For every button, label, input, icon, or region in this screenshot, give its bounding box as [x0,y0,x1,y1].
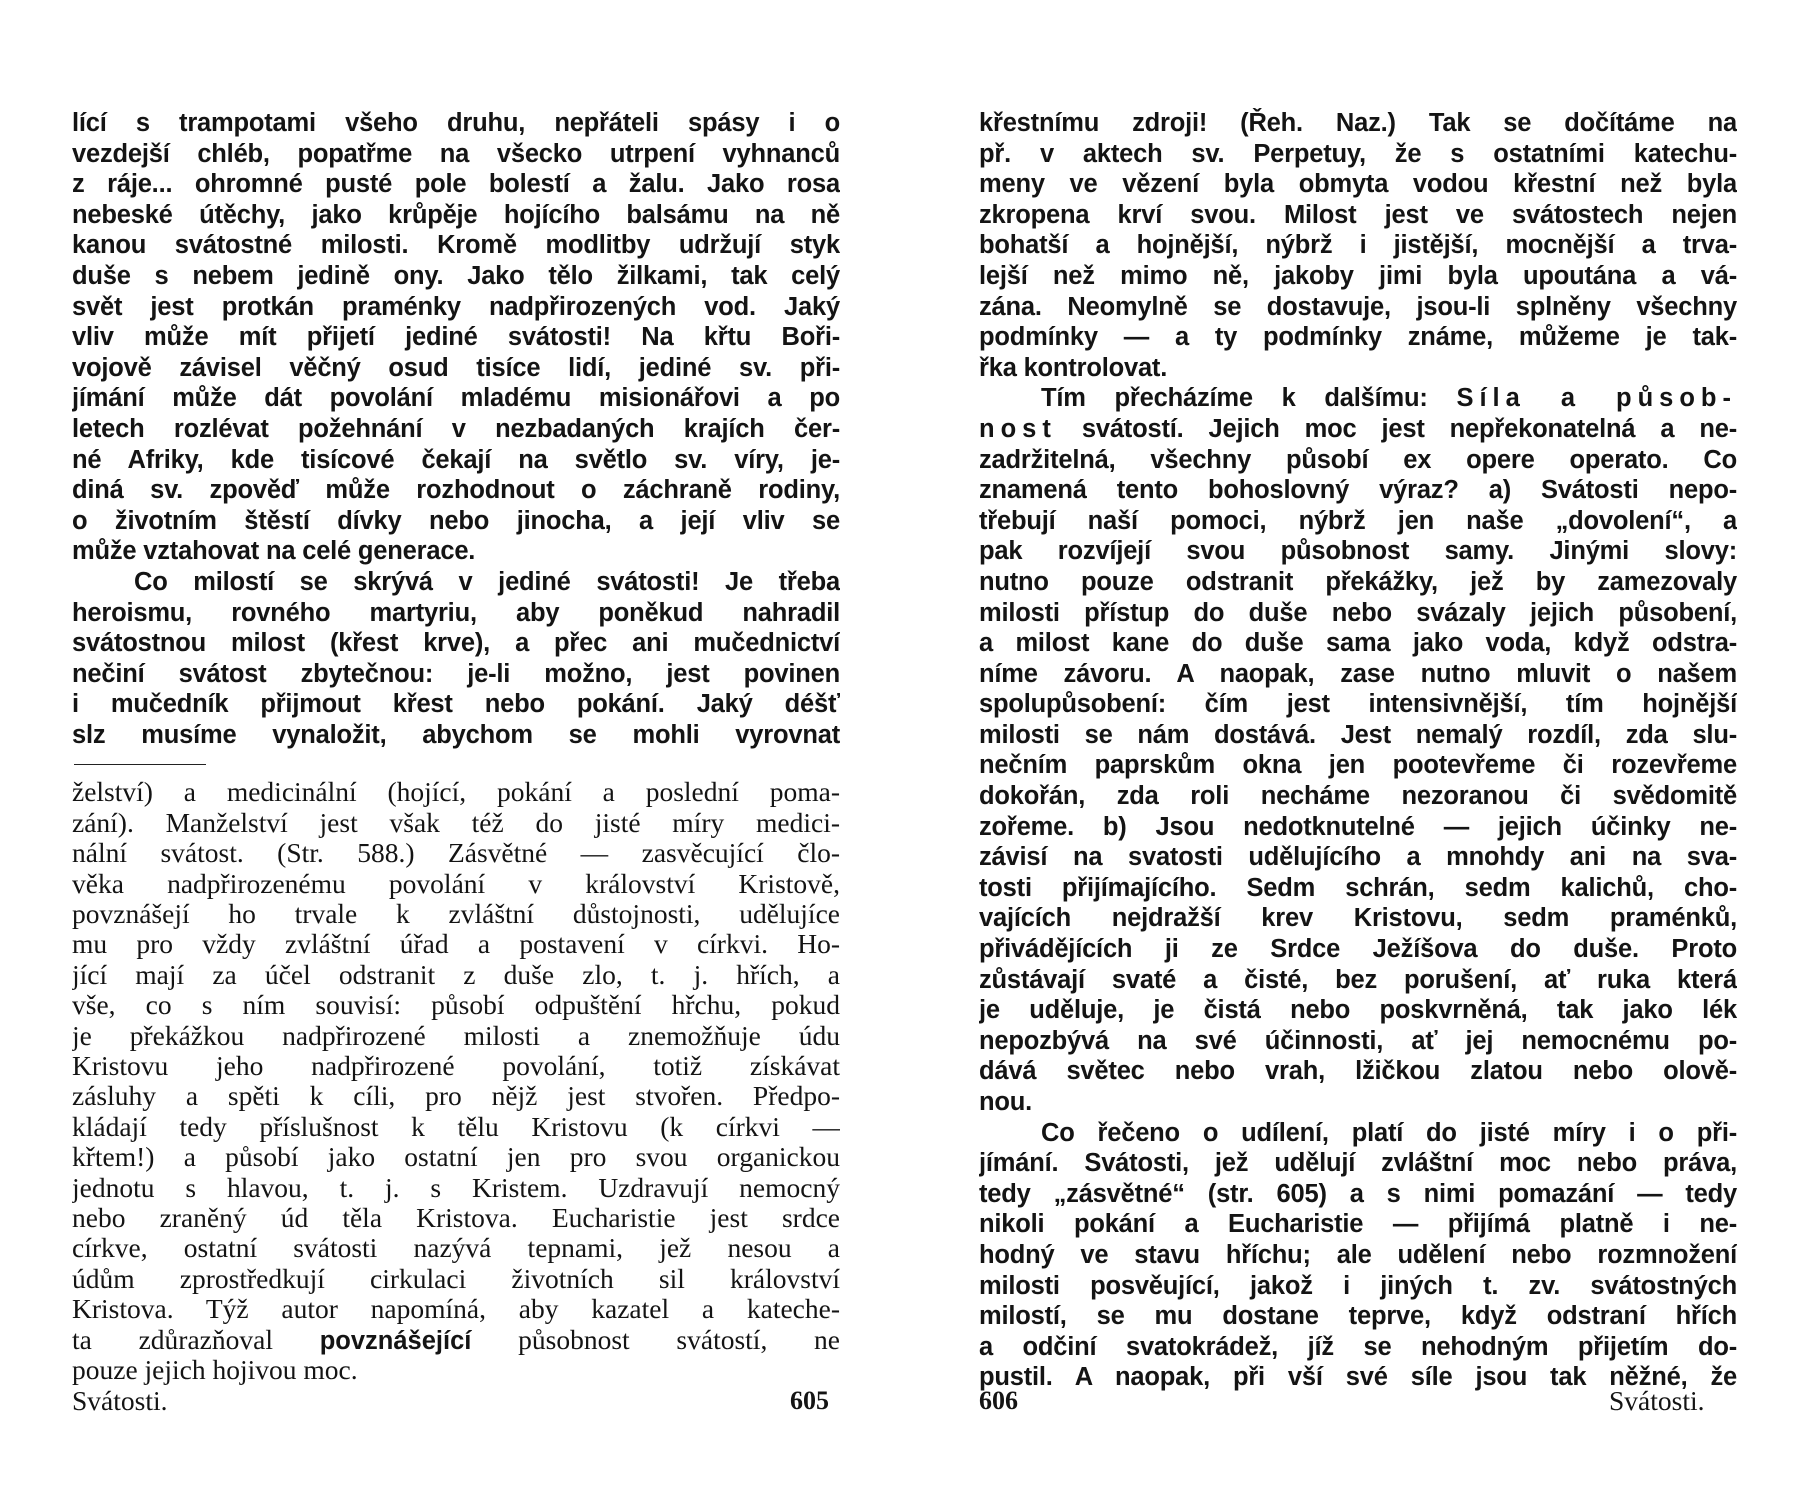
text-line: přivádějících ji ze Srdce Ježíšova do duše. Proto [979,935,1737,964]
text-line [979,383,1737,414]
spaced-emphasis: nost [979,414,1057,443]
text-line: o životním štěstí dívky nebo jinocha, a její vliv se [72,506,840,535]
text-line: milosti přístup do duše nebo svázaly jejich působení, [979,598,1737,627]
text-line: svátostnou milost (křest krve), a přec ani mučednictví [72,629,840,658]
footnote-line: Kristovu jeho nadpřirozené povolání, totiž získávat [72,1050,840,1081]
text-line: vliv může mít přijetí jediné svátosti! Na křtu Boři- [72,323,840,352]
text-line: milostí, se mu dostane teprve, když odstraní hřích [979,1302,1737,1331]
text-line: vezdejší chléb, popatřme na všecko utrpení vyhnanců [72,139,840,168]
text-line: lící s trampotami všeho druhu, nepřáteli spásy i o [72,109,840,137]
footnote-line: zásluhy a spěti k cíli, pro nějž jest stvořen. Předpo- [72,1081,840,1112]
page-number: 606 [979,1386,1018,1415]
footnote-line: kládají tedy příslušnost k tělu Kristovu (k církvi — [72,1111,840,1142]
text-line: pustil. A naopak, při vší své síle jsou tak něžné, že [979,1363,1737,1392]
footnote-text: působnost svátostí, ne [518,1324,840,1355]
text-line: Co milostí se skrývá v jediné svátosti! Je třeba [134,567,840,596]
footnote-line: vše, co s ním souvisí: působí odpuštění hřchu, pokud [72,990,840,1021]
text-line: může vztahovat na celé generace. [72,537,476,566]
footnote-line: křtem!) a působí jako ostatní jen pro svou organickou [72,1142,840,1173]
text-line: křestnímu zdroji! (Řeh. Naz.) Tak se dočítáme na [979,109,1737,137]
text-line: i mučedník přijmout křest nebo pokání. Jaký déšť [72,690,840,719]
text-line: tosti přijímajícího. Sedm schrán, sedm kalichů, cho- [979,873,1737,902]
text-line: nepozbývá na své účinnosti, ať jej nemocnému po- [979,1026,1737,1055]
text-line: znamená tento bohoslovný výraz? a) Svátosti nepo- [979,476,1737,505]
text-line: Co řečeno o udílení, platí do jisté míry i o při- [1041,1118,1737,1147]
footnote-line [72,1325,840,1355]
text-segment: svátostí. Jejich moc jest nepřekonatelná a ne- [1081,414,1737,443]
text-line: zkropena krví svou. Milost jest ve svátostech nejen [979,200,1737,229]
text-line: milosti se nám dostává. Jest nemalý rozdíl, zda slu- [979,720,1737,749]
text-line: hodný ve stavu hříchu; ale udělení nebo rozmnožení [979,1240,1737,1269]
text-line: dává světec nebo vrah, lžičkou zlatou nebo olově- [979,1057,1737,1086]
text-line: nikoli pokání a Eucharistie — přijímá platně i ne- [979,1210,1737,1239]
text-line: diná sv. zpověď může rozhodnout o záchraně rodiny, [72,476,840,505]
text-line: spolupůsobení: čím jest intensivnější, tím hojnější [979,690,1737,719]
text-line: slz musíme vynaložit, abychom se mohli vyrovnat [72,720,840,749]
text-line: heroismu, rovného martyriu, aby poněkud nahradil [72,598,840,627]
footnote-line: mu pro vždy zvláštní úřad a postavení v církvi. Ho- [72,929,840,960]
right-text-column [979,108,1737,1393]
text-line: je uděluje, je čistá nebo poskvrněná, tak jako lék [979,996,1737,1025]
left-footnote [72,777,840,1385]
text-line: řka kontrolovat. [979,353,1168,382]
text-line: z ráje... ohromné pusté pole bolestí a žalu. Jako rosa [72,170,840,199]
text-line: podmínky — a ty podmínky známe, můžeme je tak- [979,323,1737,352]
text-line: níme závoru. A naopak, zase nutno mluvit o našem [979,659,1737,688]
footnote-line: jící mají za účel odstranit z duše zlo, t. j. hřích, a [72,959,840,990]
text-line: zořeme. b) Jsou nedotknutelné — jejich účinky ne- [979,812,1737,841]
text-line: nečním paprskům okna jen pootevřeme či rozevřeme [979,751,1737,780]
text-line: a milost kane do duše sama jako voda, když odstra- [979,629,1737,658]
text-line: jímání. Svátosti, jež udělují zvláštní moc nebo práva, [979,1149,1737,1178]
text-line: zadržitelná, všechny působí ex opere operato. Co [979,445,1737,474]
text-line: lejší než mimo ně, jakoby jimi byla upoutána a vá- [979,261,1737,290]
emphasis-word: povznášející [319,1326,472,1355]
text-line: bohatší a hojnější, nýbrž i jistější, mocnější a trva- [979,231,1737,260]
running-title: Svátosti. [1609,1385,1705,1416]
text-line: zůstávají svaté a čisté, bez porušení, ať ruka která [979,965,1737,994]
text-line: pak rozvíjejí svou působnost samy. Jinými slovy: [979,537,1737,566]
left-text-column [72,108,840,1385]
text-line: vajících nejdražší krev Kristovu, sedm praménků, [979,904,1737,933]
right-page [901,0,1802,1500]
page-number: 605 [790,1386,829,1415]
footnote-line: nebo zraněný úd těla Kristova. Eucharistie jest srdce [72,1202,840,1233]
text-line: dokořán, zda roli necháme nezoranou či svědomitě [979,782,1737,811]
footnote-line: věka nadpřirozenému povolání v království Kristově, [72,868,840,899]
text-line: zána. Neomylně se dostavuje, jsou-li splněny všechny [979,292,1737,321]
running-title: Svátosti. [72,1385,168,1416]
footnote-line: je překážkou nadpřirozené milosti a znemožňuje údu [72,1020,840,1051]
footnote-line: zání). Manželství jest však též do jisté míry medici- [72,807,840,838]
footnote-line: Kristova. Týž autor napomíná, aby kazatel a kateche- [72,1294,840,1325]
footnote-line: pouze jejich hojivou moc. [72,1354,358,1385]
left-main-text [72,108,840,750]
footnote-line: želství) a medicinální (hojící, pokání a poslední poma- [72,777,840,808]
text-line: nutno pouze odstranit překážky, jež by zamezovaly [979,567,1737,596]
text-line: nebeské útěchy, jako krůpěje hojícího balsámu na ně [72,200,840,229]
footnote-line: povznášejí ho trvale k zvláštní důstojnosti, udělujíce [72,899,840,930]
text-line: letech rozlévat požehnání v nezbadaných krajích čer- [72,414,840,443]
footnote-separator [74,764,206,765]
text-line: né Afriky, kde tisícové čekají na světlo sv. víry, je- [72,445,840,474]
text-line: závisí na svatosti udělujícího a mnohdy ani na sva- [979,843,1737,872]
right-main-text [979,108,1737,1393]
text-line: tedy „zásvětné“ (str. 605) a s nimi pomazání — tedy [979,1179,1737,1208]
text-line: a odčiní svatokrádež, jíž se nehodným přijetím do- [979,1332,1737,1361]
spaced-emphasis: Síla a působ- [1456,384,1737,413]
text-segment: Tím přecházíme k dalšímu: [1041,384,1428,413]
footnote-line: nální svátost. (Str. 588.) Zásvětné — zasvěcující člo- [72,838,840,869]
text-line: jímání může dát povolání mladému misionářovi a po [72,384,840,413]
text-line: duše s nebem jedině ony. Jako tělo žilkami, tak celý [72,261,840,290]
text-line: třebují naší pomoci, nýbrž jen naše „dovolení“, a [979,506,1737,535]
text-line: milosti posvěující, jakož i jiných t. zv. svátostných [979,1271,1737,1300]
footnote-line: jednotu s hlavou, t. j. s Kristem. Uzdravují nemocný [72,1172,840,1203]
text-line: kanou svátostné milosti. Kromě modlitby udržují styk [72,231,840,260]
text-line: vojově závisel věčný osud tisíce lidí, jediné sv. při- [72,353,840,382]
text-line: př. v aktech sv. Perpetuy, že s ostatními katechu- [979,139,1737,168]
text-line [979,414,1737,445]
footnote-text: ta zdůrazňoval [72,1324,273,1355]
footnote-line: údům zprostředkují cirkulaci životních sil království [72,1263,840,1294]
footnote-line: církve, ostatní svátosti nazývá tepnami, jež nesou a [72,1233,840,1264]
text-line: svět jest protkán praménky nadpřirozených vod. Jaký [72,292,840,321]
text-line: meny ve vězení byla obmyta vodou křestní než byla [979,170,1737,199]
text-line: nečiní svátost zbytečnou: je-li možno, jest povinen [72,659,840,688]
text-line: nou. [979,1088,1033,1116]
